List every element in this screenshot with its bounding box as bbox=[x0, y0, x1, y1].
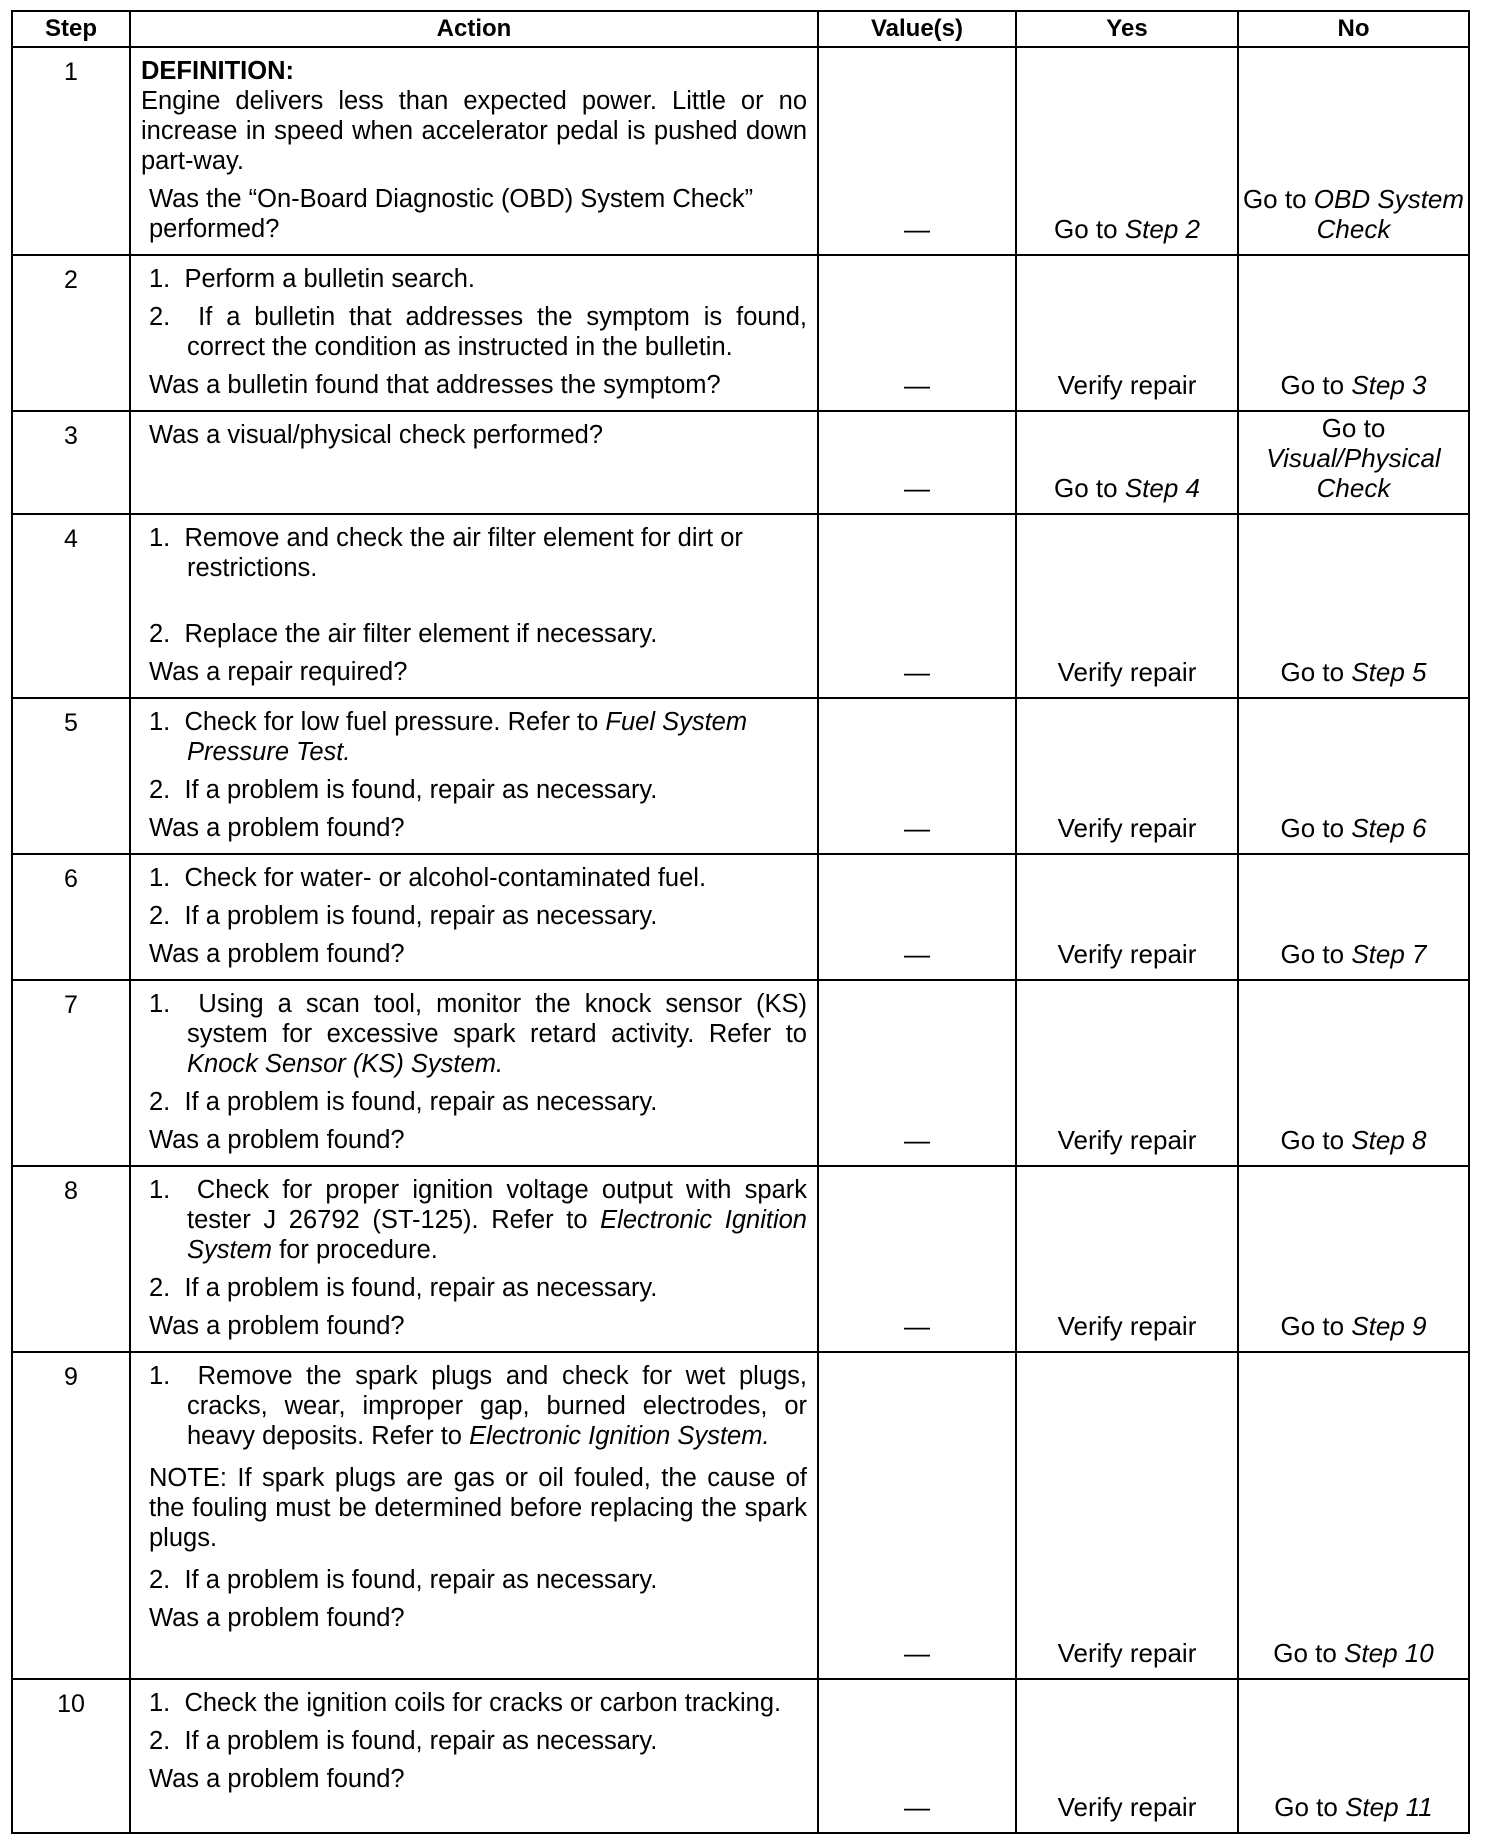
step-number: 6 bbox=[12, 854, 130, 980]
action-item bbox=[149, 863, 807, 893]
no-step-link[interactable]: Step 11 bbox=[1345, 1792, 1433, 1822]
item-text: Remove and check the air filter element for dirt or restrictions. bbox=[184, 524, 743, 582]
step-number: 4 bbox=[12, 514, 130, 698]
question-text: Was a problem found? bbox=[149, 1604, 405, 1632]
value-cell: — bbox=[818, 411, 1016, 514]
item-number: 2. bbox=[149, 902, 171, 930]
yes-cell[interactable]: Verify repair bbox=[1016, 1352, 1238, 1679]
question-text: Was a problem found? bbox=[149, 1312, 405, 1340]
action-item bbox=[149, 1565, 807, 1595]
step-number: 7 bbox=[12, 980, 130, 1166]
item-number: 2. bbox=[149, 620, 171, 648]
table-row bbox=[12, 47, 1469, 255]
header-row bbox=[12, 11, 1469, 47]
item-text: If a problem is found, repair as necessary. bbox=[184, 776, 658, 804]
step-number: 3 bbox=[12, 411, 130, 514]
no-prefix: Go to bbox=[1274, 1792, 1346, 1822]
header-values: Value(s) bbox=[818, 11, 1016, 47]
table-row bbox=[12, 1352, 1469, 1679]
no-cell bbox=[1238, 1679, 1469, 1833]
table-row bbox=[12, 698, 1469, 854]
no-prefix: Go to bbox=[1280, 939, 1352, 969]
no-step-link[interactable]: Step 8 bbox=[1351, 1125, 1427, 1155]
item-text: Check for low fuel pressure. Refer to bbox=[184, 708, 606, 736]
no-cell bbox=[1238, 411, 1469, 514]
item-number: 2. bbox=[149, 303, 171, 331]
action-item bbox=[149, 1361, 807, 1451]
yes-step-link[interactable]: Step 2 bbox=[1124, 214, 1200, 244]
action-item bbox=[149, 264, 807, 294]
no-prefix: Go to bbox=[1273, 1638, 1345, 1668]
item-text: Check the ignition coils for cracks or carbon tracking. bbox=[184, 1689, 782, 1717]
item-number: 1. bbox=[149, 265, 171, 293]
item-number: 1. bbox=[149, 864, 171, 892]
no-visual-check-link[interactable]: Visual/Physical Check bbox=[1266, 443, 1441, 503]
value-cell: — bbox=[818, 514, 1016, 698]
reference-link[interactable]: Electronic Ignition System bbox=[187, 1206, 807, 1264]
yes-cell bbox=[1016, 47, 1238, 255]
no-step-link[interactable]: Step 3 bbox=[1351, 370, 1427, 400]
item-number: 1. bbox=[149, 1689, 171, 1717]
action-item bbox=[149, 1688, 807, 1718]
value-cell: — bbox=[818, 255, 1016, 411]
item-number: 1. bbox=[149, 524, 171, 552]
no-step-link[interactable]: Step 10 bbox=[1344, 1638, 1434, 1668]
no-step-link[interactable]: Step 5 bbox=[1351, 657, 1427, 687]
header-no: No bbox=[1238, 11, 1469, 47]
item-text: If a problem is found, repair as necessary. bbox=[184, 1727, 658, 1755]
item-number: 2. bbox=[149, 1566, 171, 1594]
item-text: Perform a bulletin search. bbox=[184, 265, 476, 293]
no-prefix: Go to bbox=[1321, 413, 1386, 443]
table-row bbox=[12, 255, 1469, 411]
value-cell: — bbox=[818, 980, 1016, 1166]
item-text: If a problem is found, repair as necessary. bbox=[184, 1566, 658, 1594]
yes-cell[interactable]: Verify repair bbox=[1016, 1679, 1238, 1833]
question-text: Was a visual/physical check performed? bbox=[149, 421, 603, 449]
item-number: 1. bbox=[149, 1362, 171, 1390]
reference-link[interactable]: Electronic Ignition System. bbox=[469, 1422, 770, 1450]
yes-cell bbox=[1016, 411, 1238, 514]
value-cell: — bbox=[818, 854, 1016, 980]
action-item bbox=[149, 989, 807, 1079]
item-number: 2. bbox=[149, 776, 171, 804]
no-cell bbox=[1238, 1352, 1469, 1679]
yes-cell[interactable]: Verify repair bbox=[1016, 255, 1238, 411]
no-cell bbox=[1238, 854, 1469, 980]
question-text: Was a problem found? bbox=[149, 1126, 405, 1154]
no-cell bbox=[1238, 47, 1469, 255]
no-step-link[interactable]: Step 7 bbox=[1351, 939, 1427, 969]
action-cell bbox=[130, 1679, 818, 1833]
action-item bbox=[149, 1175, 807, 1265]
action-item bbox=[149, 775, 807, 805]
item-number: 1. bbox=[149, 1176, 171, 1204]
item-text: If a bulletin that addresses the symptom is found, correct the condition as instructed in the bulletin. bbox=[187, 303, 808, 361]
item-text: If a problem is found, repair as necessary. bbox=[184, 1088, 658, 1116]
table-row bbox=[12, 854, 1469, 980]
item-number: 1. bbox=[149, 990, 171, 1018]
yes-prefix: Go to bbox=[1054, 214, 1125, 244]
definition-text: Engine delivers less than expected power. Little or no increase in speed when accelerator pedal is pushed down part-way. bbox=[141, 87, 807, 175]
no-cell bbox=[1238, 514, 1469, 698]
no-step-link[interactable]: Step 6 bbox=[1351, 813, 1427, 843]
no-cell bbox=[1238, 698, 1469, 854]
item-text: Check for proper ignition voltage output with spark tester J 26792 (ST-125). Refer to bbox=[187, 1176, 808, 1234]
reference-link[interactable]: Knock Sensor (KS) System. bbox=[187, 1050, 504, 1078]
no-prefix: Go to bbox=[1280, 813, 1352, 843]
item-number: 2. bbox=[149, 1727, 171, 1755]
step-number: 5 bbox=[12, 698, 130, 854]
action-item bbox=[149, 523, 807, 583]
item-number: 2. bbox=[149, 1274, 171, 1302]
yes-prefix: Go to bbox=[1054, 473, 1125, 503]
no-cell bbox=[1238, 255, 1469, 411]
action-cell bbox=[130, 514, 818, 698]
action-cell bbox=[130, 411, 818, 514]
value-cell: — bbox=[818, 1352, 1016, 1679]
action-cell bbox=[130, 1352, 818, 1679]
step-number: 8 bbox=[12, 1166, 130, 1352]
no-prefix: Go to bbox=[1280, 657, 1352, 687]
yes-cell[interactable]: Verify repair bbox=[1016, 698, 1238, 854]
item-text-suffix: for procedure. bbox=[272, 1236, 438, 1264]
item-text: Remove the spark plugs and check for wet plugs, cracks, wear, improper gap, burned electrodes, or heavy deposits. Refer to bbox=[187, 1362, 808, 1450]
yes-cell[interactable]: Verify repair bbox=[1016, 980, 1238, 1166]
note-text: NOTE: If spark plugs are gas or oil fouled, the cause of the fouling must be determined before replacing the spark plugs. bbox=[149, 1464, 807, 1552]
action-item bbox=[149, 1726, 807, 1756]
action-cell bbox=[130, 1166, 818, 1352]
definition-title: DEFINITION: bbox=[141, 57, 294, 85]
item-text: If a problem is found, repair as necessary. bbox=[184, 1274, 658, 1302]
no-prefix: Go to bbox=[1280, 1125, 1352, 1155]
action-item bbox=[149, 619, 807, 649]
yes-step-link[interactable]: Step 4 bbox=[1124, 473, 1200, 503]
table-row bbox=[12, 411, 1469, 514]
yes-cell[interactable]: Verify repair bbox=[1016, 854, 1238, 980]
item-text: Using a scan tool, monitor the knock sensor (KS) system for excessive spark retard activity. Refer to bbox=[187, 990, 808, 1048]
question-text: Was a problem found? bbox=[149, 814, 405, 842]
table-row bbox=[12, 1679, 1469, 1833]
no-prefix: Go to bbox=[1280, 1311, 1352, 1341]
value-cell: — bbox=[818, 47, 1016, 255]
item-text: Check for water- or alcohol-contaminated fuel. bbox=[184, 864, 707, 892]
table-row bbox=[12, 980, 1469, 1166]
diagnostic-table bbox=[11, 10, 1470, 1834]
action-cell bbox=[130, 980, 818, 1166]
action-item bbox=[149, 1273, 807, 1303]
item-number: 1. bbox=[149, 708, 171, 736]
yes-cell[interactable]: Verify repair bbox=[1016, 514, 1238, 698]
question-text: Was a problem found? bbox=[149, 940, 405, 968]
no-prefix: Go to bbox=[1242, 184, 1314, 214]
value-cell: — bbox=[818, 1166, 1016, 1352]
reference-link[interactable]: Fuel System Pressure Test. bbox=[187, 708, 748, 766]
yes-cell[interactable]: Verify repair bbox=[1016, 1166, 1238, 1352]
action-cell bbox=[130, 698, 818, 854]
item-number: 2. bbox=[149, 1088, 171, 1116]
step-number: 1 bbox=[12, 47, 130, 255]
value-cell: — bbox=[818, 1679, 1016, 1833]
no-cell bbox=[1238, 1166, 1469, 1352]
action-cell bbox=[130, 854, 818, 980]
header-action: Action bbox=[130, 11, 818, 47]
value-cell: — bbox=[818, 698, 1016, 854]
action-item bbox=[149, 1087, 807, 1117]
step-number: 10 bbox=[12, 1679, 130, 1833]
question-text: Was a repair required? bbox=[149, 658, 408, 686]
question-text: Was a problem found? bbox=[149, 1765, 405, 1793]
question-text: Was the “On-Board Diagnostic (OBD) System Check” performed? bbox=[149, 185, 754, 243]
no-prefix: Go to bbox=[1280, 370, 1352, 400]
no-obd-link[interactable]: OBD System Check bbox=[1313, 184, 1465, 244]
action-cell bbox=[130, 255, 818, 411]
header-yes: Yes bbox=[1016, 11, 1238, 47]
action-item bbox=[149, 707, 807, 767]
item-text: Replace the air filter element if necessary. bbox=[184, 620, 658, 648]
question-text: Was a bulletin found that addresses the symptom? bbox=[149, 371, 721, 399]
header-step: Step bbox=[12, 11, 130, 47]
step-number: 9 bbox=[12, 1352, 130, 1679]
no-cell bbox=[1238, 980, 1469, 1166]
action-cell bbox=[130, 47, 818, 255]
table-row bbox=[12, 1166, 1469, 1352]
item-text: If a problem is found, repair as necessary. bbox=[184, 902, 658, 930]
table-row bbox=[12, 514, 1469, 698]
step-number: 2 bbox=[12, 255, 130, 411]
action-item bbox=[149, 302, 807, 362]
no-step-link[interactable]: Step 9 bbox=[1351, 1311, 1427, 1341]
action-item bbox=[149, 901, 807, 931]
